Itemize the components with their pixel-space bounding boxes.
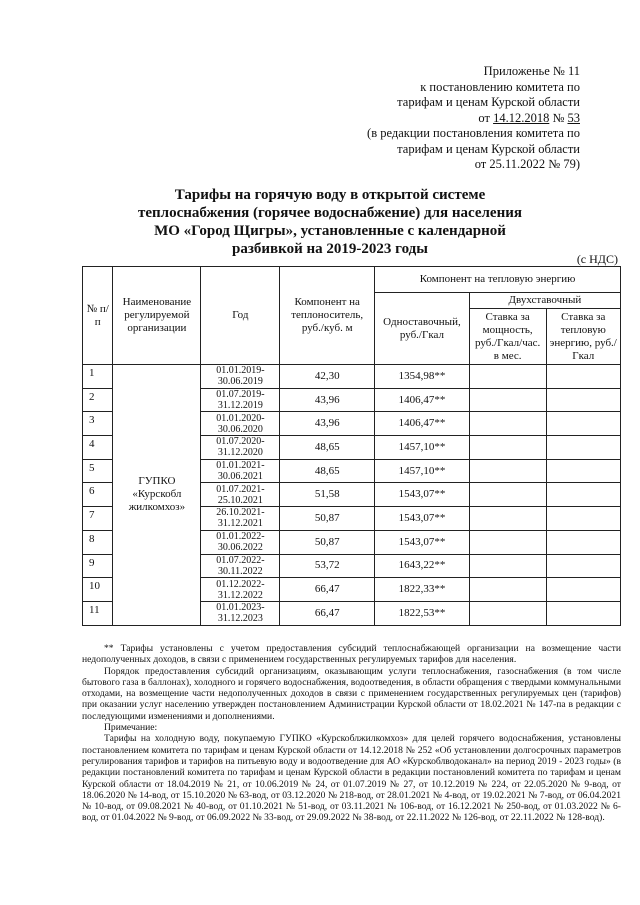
header-date-line: от 14.12.2018 № 53	[478, 110, 580, 125]
one-rate-value: 1543,07**	[375, 483, 470, 507]
heat-carrier-value: 48,65	[280, 436, 375, 460]
row-number: 11	[83, 601, 113, 625]
row-number: 1	[83, 365, 113, 389]
period-line: 01.01.2020-	[216, 412, 265, 424]
heat-carrier-value: 50,87	[280, 507, 375, 531]
period-line: 01.12.2022-	[216, 578, 265, 590]
period-line: 31.12.2021	[217, 518, 263, 530]
header-energy-rate: Ставка за тепловую энергию, руб./Гкал	[546, 309, 621, 365]
one-rate-value: 1457,10**	[375, 436, 470, 460]
document-title: Тарифы на горячую воду в открытой системе теплоснабжения (горячее водоснабжение) для населения МО «Город Щигры», установленные с календарной разбивкой на 2019-2023 годы	[137, 187, 522, 257]
header-heat-carrier: Компонент на теплоноситель, руб./куб. м	[280, 267, 375, 365]
energy-rate-value	[546, 507, 621, 531]
energy-rate-value	[546, 554, 621, 578]
row-number: 10	[83, 578, 113, 602]
row-number: 2	[83, 388, 113, 412]
heat-carrier-value: 48,65	[280, 459, 375, 483]
organization-name	[113, 365, 201, 626]
header-line: от 25.11.2022 № 79)	[474, 157, 580, 171]
one-rate-value: 1543,07**	[375, 530, 470, 554]
period-cell	[201, 412, 280, 436]
organization-name-line: жилкомхоз»	[128, 501, 186, 514]
period-line: 01.01.2021-	[216, 460, 265, 472]
period-line: 31.12.2019	[217, 400, 263, 412]
one-rate-value: 1822,53**	[375, 601, 470, 625]
period-line: 30.06.2022	[217, 542, 263, 554]
capacity-rate-value	[469, 601, 546, 625]
period-cell	[201, 388, 280, 412]
one-rate-value: 1406,47**	[375, 388, 470, 412]
heat-carrier-value: 66,47	[280, 601, 375, 625]
header-line: тарифам и ценам Курской области	[397, 95, 580, 109]
header-one-rate: Одноставочный, руб./Гкал	[375, 293, 470, 365]
appendix-header	[300, 64, 580, 173]
period-line: 01.01.2019-	[216, 365, 265, 377]
period-cell	[201, 436, 280, 460]
period-cell	[201, 365, 280, 389]
period-line: 01.07.2021-	[216, 483, 265, 495]
period-line: 30.06.2021	[217, 471, 263, 483]
period-cell	[201, 507, 280, 531]
one-rate-value: 1822,33**	[375, 578, 470, 602]
header-two-rate: Двухставочный	[469, 293, 620, 309]
header-num: № п/п	[83, 267, 113, 365]
heat-carrier-value: 42,30	[280, 365, 375, 389]
period-line: 01.07.2019-	[216, 389, 265, 401]
period-line: 01.01.2023-	[216, 602, 265, 614]
row-number: 5	[83, 459, 113, 483]
capacity-rate-value	[469, 578, 546, 602]
subsidy-footnote: ** Тарифы установлены с учетом предоставления субсидий теплоснабжающей организации на возмещение части недополученных доходов, в связи с применением государственных регулируемых тарифов для населения.	[82, 643, 621, 666]
energy-rate-value	[546, 365, 621, 389]
period-line: 31.12.2023	[217, 613, 263, 625]
capacity-rate-value	[469, 530, 546, 554]
appendix-number: Приложенье № 11	[483, 64, 580, 78]
heat-carrier-value: 66,47	[280, 578, 375, 602]
header-year: Год	[201, 267, 280, 365]
period-line: 30.06.2020	[217, 423, 263, 435]
vat-note: (с НДС)	[576, 252, 618, 266]
period-line: 30.11.2022	[218, 565, 263, 577]
energy-rate-value	[546, 601, 621, 625]
energy-rate-value	[546, 578, 621, 602]
period-line: 01.01.2022-	[216, 531, 265, 543]
period-cell	[201, 459, 280, 483]
period-cell	[201, 601, 280, 625]
capacity-rate-value	[469, 436, 546, 460]
notes-section	[82, 643, 621, 824]
one-rate-value: 1406,47**	[375, 412, 470, 436]
heat-carrier-value: 53,72	[280, 554, 375, 578]
header-doc-number: 53	[567, 110, 580, 125]
header-line: (в редакции постановления комитета по	[367, 126, 580, 140]
heat-carrier-value: 43,96	[280, 388, 375, 412]
header-line: тарифам и ценам Курской области	[397, 141, 580, 156]
organization-name-line: ГУПКО	[138, 475, 176, 488]
period-cell	[201, 554, 280, 578]
capacity-rate-value	[469, 365, 546, 389]
row-number: 9	[83, 554, 113, 578]
header-org: Наименование регулируемой организации	[113, 267, 201, 365]
row-number: 3	[83, 412, 113, 436]
period-cell	[201, 483, 280, 507]
tariff-rows	[83, 365, 621, 626]
energy-rate-value	[546, 530, 621, 554]
header-heat-energy: Компонент на тепловую энергию	[375, 267, 621, 293]
heat-carrier-value: 51,58	[280, 483, 375, 507]
period-line: 26.10.2021-	[216, 507, 265, 519]
one-rate-value: 1354,98**	[375, 365, 470, 389]
note-label: Примечание:	[104, 722, 158, 734]
one-rate-value: 1643,22**	[375, 554, 470, 578]
one-rate-value: 1543,07**	[375, 507, 470, 531]
header-date: 14.12.2018	[493, 110, 550, 125]
energy-rate-value	[546, 436, 621, 460]
period-cell	[201, 530, 280, 554]
cold-water-note: Тарифы на холодную воду, покупаемую ГУПКО «Курскоблжилкомхоз» для целей горячего водоснабжения, установлены постановлением комитета по тарифам и ценам Курской области от 14.12.2018 № 252 «Об установлении долгосрочных параметров регулирования тарифов и тарифов на питьевую воду и водоотведение для АО «Курскоблводоканал» на период 2019 - 2023 годы» (в редакции постановлений комитета по тарифам и ценам Курской области в редакции постановлений комитета по тарифам и ценам Курской области от 18.04.2019 № 21, от 10.06.2019 № 24, от 01.07.2019 № 27, от 10.12.2019 № 224, от 22.05.2020 № 9-вод, от 18.06.2020 № 14-вод, от 15.10.2020 № 63-вод, от 03.12.2020 № 218-вод, от 28.01.2021 № 4-вод, от 19.02.2021 № 7-вод, от 06.04.2021 № 10-вод, от 09.08.2021 № 40-вод, от 01.10.2021 № 51-вод, от 03.11.2021 № 106-вод, от 16.12.2021 № 250-вод, от 01.03.2022 № 6-вод, от 01.04.2022 № 9-вод, от 06.09.2022 № 33-вод, от 29.09.2022 № 38-вод, от 22.11.2022 № 126-вод, от 22.11.2022 № 128-вод).	[82, 733, 621, 824]
capacity-rate-value	[469, 459, 546, 483]
period-line: 31.12.2022	[217, 589, 263, 601]
period-line: 31.12.2020	[217, 447, 263, 459]
row-number: 6	[83, 483, 113, 507]
period-line: 01.07.2022-	[216, 554, 265, 566]
period-line: 01.07.2020-	[216, 436, 265, 448]
row-number: 4	[83, 436, 113, 460]
capacity-rate-value	[469, 507, 546, 531]
tariff-table	[82, 266, 621, 626]
energy-rate-value	[546, 483, 621, 507]
table-row	[83, 365, 621, 389]
period-cell	[201, 578, 280, 602]
row-number: 7	[83, 507, 113, 531]
one-rate-value: 1457,10**	[375, 459, 470, 483]
header-capacity-rate: Ставка за мощность, руб./Гкал/час. в мес.	[469, 309, 546, 365]
period-line: 30.06.2019	[217, 376, 263, 388]
capacity-rate-value	[469, 483, 546, 507]
energy-rate-value	[546, 412, 621, 436]
heat-carrier-value: 50,87	[280, 530, 375, 554]
row-number: 8	[83, 530, 113, 554]
capacity-rate-value	[469, 388, 546, 412]
energy-rate-value	[546, 459, 621, 483]
capacity-rate-value	[469, 554, 546, 578]
capacity-rate-value	[469, 412, 546, 436]
heat-carrier-value: 43,96	[280, 412, 375, 436]
header-line: к постановлению комитета по	[420, 79, 580, 94]
period-line: 25.10.2021	[217, 494, 263, 506]
organization-name-line: «Курскобл	[132, 488, 182, 501]
energy-rate-value	[546, 388, 621, 412]
subsidy-procedure: Порядок предоставления субсидий организациям, оказывающим услуги теплоснабжения, газоснабжения (в том числе бытового газа в баллонах), холодного и горячего водоснабжения, водоотведения, в области обращения с твердыми коммунальными отходами, на возмещение части недополученных доходов в связи с применением государственных регулируемых цен (тарифов) при оказании услуг населению утвержден постановлением Администрации Курской области от 18.02.2021 № 147-па в редакции с последующими изменениями и дополнениями.	[82, 665, 621, 722]
